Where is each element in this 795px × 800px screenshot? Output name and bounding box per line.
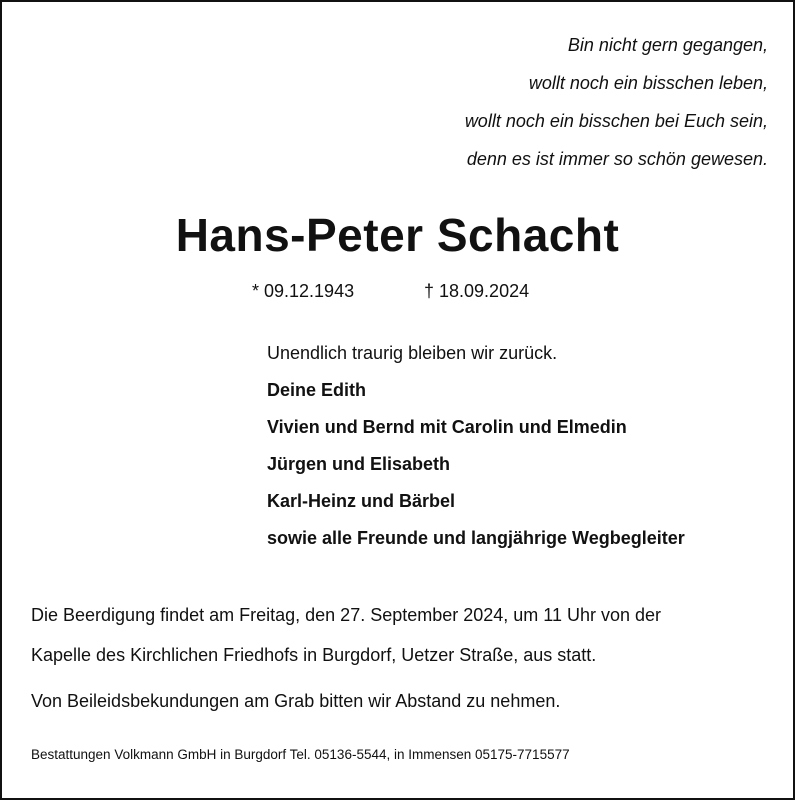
poem-line: wollt noch ein bisschen leben,: [528, 73, 768, 93]
funeral-details: [31, 600, 661, 680]
mourner-name: Karl-Heinz und Bärbel: [267, 491, 456, 511]
mourner-name: Deine Edith: [267, 380, 367, 400]
mourners-intro: Unendlich traurig bleiben wir zurück.: [267, 343, 558, 363]
deceased-name: Hans-Peter Schacht: [175, 209, 620, 261]
mourner-name: Jürgen und Elisabeth: [267, 454, 451, 474]
mourners-block: [267, 339, 685, 561]
poem: [465, 30, 768, 182]
poem-line: Bin nicht gern gegangen,: [567, 35, 768, 55]
funeral-line: Die Beerdigung findet am Freitag, den 27. September 2024, um 11 Uhr von der: [31, 605, 662, 625]
undertaker-footer: Bestattungen Volkmann GmbH in Burgdorf Tel. 05136-5544, in Immensen 05175-7715577: [31, 747, 570, 762]
condolence-note: Von Beileidsbekundungen am Grab bitten wir Abstand zu nehmen.: [31, 691, 561, 711]
mourner-name: Vivien und Bernd mit Carolin und Elmedin: [267, 417, 627, 437]
poem-line: wollt noch ein bisschen bei Euch sein,: [464, 111, 768, 131]
death-date: † 18.09.2024: [424, 281, 530, 301]
poem-line: denn es ist immer so schön gewesen.: [466, 149, 768, 169]
birth-date: * 09.12.1943: [252, 281, 355, 301]
mourner-name: sowie alle Freunde und langjährige Wegbegleiter: [267, 528, 685, 548]
funeral-line: Kapelle des Kirchlichen Friedhofs in Burgdorf, Uetzer Straße, aus statt.: [31, 645, 597, 665]
